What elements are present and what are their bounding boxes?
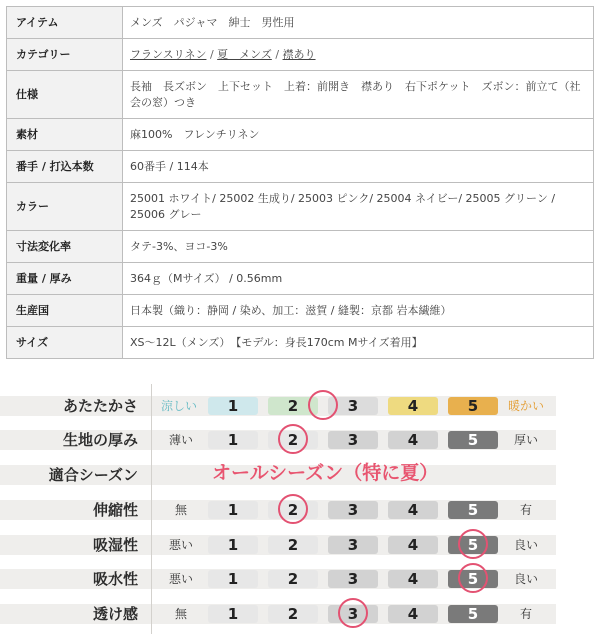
sheer-left-label: 無 (174, 607, 187, 621)
category-link-collar[interactable]: 襟あり (282, 47, 316, 61)
sheer-selected-marker (338, 598, 368, 628)
season-value: オールシーズン（特に夏） (212, 462, 439, 484)
spec-label: カテゴリー (7, 39, 123, 71)
warmth-scale-4: 4 (388, 397, 438, 415)
spec-label: 仕様 (7, 71, 123, 119)
rating-label-warmth: あたたかさ (62, 397, 138, 415)
spec-label: 寸法変化率 (7, 231, 123, 263)
stretch-right-label: 有 (519, 503, 532, 517)
spec-row-shrinkage (7, 231, 594, 263)
rating-label-absorbency: 吸湿性 (92, 536, 138, 554)
spec-label: 素材 (7, 119, 123, 151)
water-scale-5: 5 (448, 570, 498, 588)
spec-row-item (7, 7, 594, 39)
stretch-left-label: 無 (174, 503, 187, 517)
spec-value: 日本製（織り：静岡 / 染め、加工：滋賀 / 縫製：京都 岩本繊維） (123, 295, 594, 327)
spec-row-material (7, 119, 594, 151)
rating-label-sheer: 透け感 (92, 605, 138, 623)
absorbency-right-label: 良い (513, 538, 538, 552)
absorbency-scale-4: 4 (388, 536, 438, 554)
water-scale-1: 1 (208, 570, 258, 588)
spec-value: 364ｇ（Mサイズ） / 0.56mm (123, 263, 594, 295)
spec-row-weight (7, 263, 594, 295)
spec-label: 重量 / 厚み (7, 263, 123, 295)
stretch-scale-5: 5 (448, 501, 498, 519)
water-scale-3: 3 (328, 570, 378, 588)
stretch-selected-marker (278, 494, 308, 524)
rating-label-thickness: 生地の厚み (62, 431, 138, 449)
thickness-scale-2: 2 (268, 431, 318, 449)
thickness-left-label: 薄い (168, 433, 193, 447)
warmth-selected-marker (308, 390, 338, 420)
spec-value: XS～12L（メンズ） 【モデル：身長170cm Mサイズ着用】 (123, 327, 594, 359)
absorbency-left-label: 悪い (168, 538, 193, 552)
spec-row-specification (7, 71, 594, 119)
category-separator: / (271, 47, 283, 61)
thickness-right-label: 厚い (513, 433, 538, 447)
warmth-scale-1: 1 (208, 397, 258, 415)
spec-row-size (7, 327, 594, 359)
category-link-french-linen[interactable]: フランスリネン (130, 47, 207, 61)
warmth-scale-2: 2 (268, 397, 318, 415)
stretch-scale-1: 1 (208, 501, 258, 519)
spec-value: メンズ パジャマ 紳士 男性用 (123, 7, 594, 39)
sheer-scale-2: 2 (268, 605, 318, 623)
stretch-scale-3: 3 (328, 501, 378, 519)
water-scale-2: 2 (268, 570, 318, 588)
sheer-scale-5: 5 (448, 605, 498, 623)
warmth-left-label: 涼しい (160, 399, 197, 413)
sheer-scale-4: 4 (388, 605, 438, 623)
spec-label: サイズ (7, 327, 123, 359)
warmth-scale-5: 5 (448, 397, 498, 415)
rating-label-season: 適合シーズン (48, 466, 138, 484)
spec-label: アイテム (7, 7, 123, 39)
thickness-selected-marker (278, 424, 308, 454)
category-link-summer-mens[interactable]: 夏 メンズ (217, 47, 272, 61)
water-selected-marker (458, 563, 488, 593)
warmth-scale-3: 3 (328, 397, 378, 415)
absorbency-scale-2: 2 (268, 536, 318, 554)
category-separator: / (206, 47, 218, 61)
absorbency-selected-marker (458, 529, 488, 559)
rating-chart (0, 384, 600, 636)
thickness-scale-5: 5 (448, 431, 498, 449)
warmth-right-label: 暖かい (507, 399, 544, 413)
water-left-label: 悪い (168, 572, 193, 586)
sheer-right-label: 有 (519, 607, 532, 621)
spec-table (6, 6, 594, 359)
spec-value: タテ-3%、ヨコ-3% (123, 231, 594, 263)
rating-label-stretch: 伸縮性 (92, 501, 138, 519)
spec-label: 番手 / 打込本数 (7, 151, 123, 183)
spec-value: 麻100% フレンチリネン (123, 119, 594, 151)
thickness-scale-4: 4 (388, 431, 438, 449)
water-scale-4: 4 (388, 570, 438, 588)
spec-label: 生産国 (7, 295, 123, 327)
absorbency-scale-5: 5 (448, 536, 498, 554)
thickness-scale-3: 3 (328, 431, 378, 449)
absorbency-scale-3: 3 (328, 536, 378, 554)
spec-row-color (7, 183, 594, 231)
spec-value (123, 39, 594, 71)
spec-row-origin (7, 295, 594, 327)
sheer-scale-1: 1 (208, 605, 258, 623)
stretch-scale-4: 4 (388, 501, 438, 519)
spec-value: 25001 ホワイト/ 25002 生成り/ 25003 ピンク/ 25004 ネイビー/ 25005 グリーン / 25006 グレー (123, 183, 594, 231)
water-right-label: 良い (513, 572, 538, 586)
absorbency-scale-1: 1 (208, 536, 258, 554)
rating-label-water: 吸水性 (92, 570, 138, 588)
stretch-scale-2: 2 (268, 501, 318, 519)
thickness-scale-1: 1 (208, 431, 258, 449)
spec-value: 60番手 / 114本 (123, 151, 594, 183)
spec-label: カラー (7, 183, 123, 231)
sheer-scale-3: 3 (328, 605, 378, 623)
spec-row-yarn (7, 151, 594, 183)
spec-row-category (7, 39, 594, 71)
spec-value: 長袖 長ズボン 上下セット 上着：前開き 襟あり 右下ポケット ズボン：前立て（社会の窓）つき (123, 71, 594, 119)
